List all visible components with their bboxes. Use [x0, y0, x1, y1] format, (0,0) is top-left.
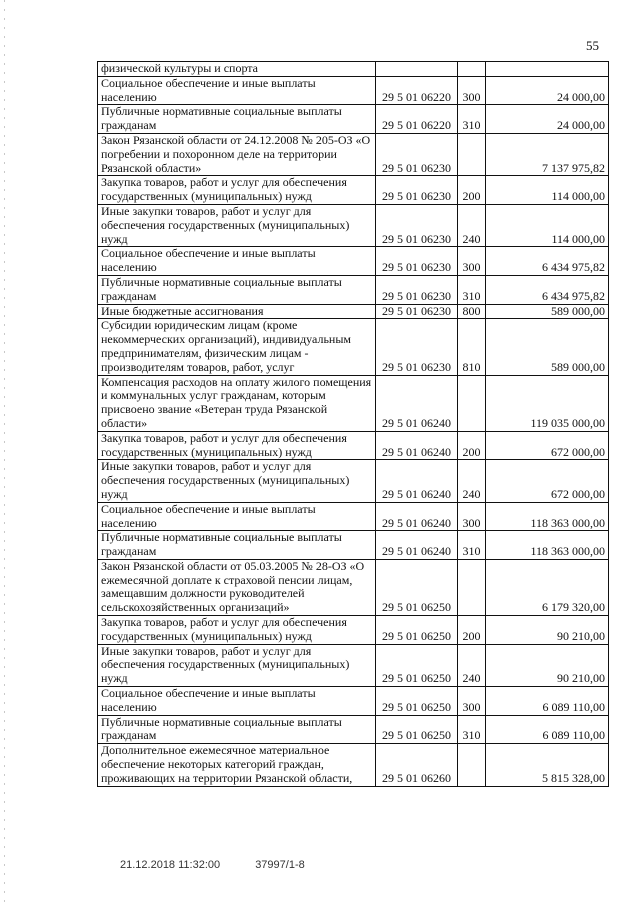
row-code-cell: 29 5 01 06250: [376, 687, 458, 716]
row-name-cell: Публичные нормативные социальные выплаты гражданам: [98, 105, 376, 134]
table-row: [98, 247, 609, 276]
row-code-cell: 29 5 01 06240: [376, 502, 458, 531]
row-sum-cell: 114 000,00: [486, 176, 609, 205]
table-row: [98, 76, 609, 105]
row-type-cell: 310: [458, 531, 486, 560]
row-type-cell: 310: [458, 105, 486, 134]
row-name-cell: Компенсация расходов на оплату жилого помещения и коммунальных услуг гражданам, которым присвоено звание «Ветеран труда Рязанской области»: [98, 375, 376, 431]
table-row: [98, 304, 609, 319]
row-code-cell: 29 5 01 06240: [376, 531, 458, 560]
row-sum-cell: 119 035 000,00: [486, 375, 609, 431]
row-sum-cell: 672 000,00: [486, 431, 609, 460]
table-row: [98, 460, 609, 502]
row-code-cell: 29 5 01 06230: [376, 319, 458, 375]
row-name-cell: Дополнительное ежемесячное материальное обеспечение некоторых категорий граждан, проживающих на территории Рязанской области,: [98, 744, 376, 786]
row-name-cell: Иные закупки товаров, работ и услуг для обеспечения государственных (муниципальных) нужд: [98, 460, 376, 502]
row-name-cell: Публичные нормативные социальные выплаты гражданам: [98, 715, 376, 744]
row-name-cell: Закон Рязанской области от 24.12.2008 № 205-ОЗ «О погребении и похоронном деле на территории Рязанской области»: [98, 133, 376, 175]
row-name-cell: Социальное обеспечение и иные выплаты населению: [98, 247, 376, 276]
row-code-cell: 29 5 01 06230: [376, 204, 458, 246]
table-row: [98, 502, 609, 531]
table-row: [98, 133, 609, 175]
row-name-cell: Социальное обеспечение и иные выплаты населению: [98, 687, 376, 716]
budget-table-body: [98, 62, 609, 787]
table-row: [98, 204, 609, 246]
table-row: [98, 616, 609, 645]
table-row: [98, 375, 609, 431]
row-code-cell: 29 5 01 06230: [376, 176, 458, 205]
row-type-cell: 810: [458, 319, 486, 375]
row-type-cell: 200: [458, 431, 486, 460]
row-name-cell: Иные бюджетные ассигнования: [98, 304, 376, 319]
row-sum-cell: 6 089 110,00: [486, 715, 609, 744]
table-row: [98, 715, 609, 744]
scan-edge-artifact: [4, 0, 5, 905]
row-type-cell: 310: [458, 715, 486, 744]
row-sum-cell: 5 815 328,00: [486, 744, 609, 786]
row-code-cell: 29 5 01 06250: [376, 559, 458, 615]
row-name-cell: Субсидии юридическим лицам (кроме некоммерческих организаций), индивидуальным предпринимателям, физическим лицам - производителям товаров, работ, услуг: [98, 319, 376, 375]
row-type-cell: [458, 62, 486, 77]
table-row: [98, 105, 609, 134]
row-code-cell: 29 5 01 06240: [376, 375, 458, 431]
row-code-cell: 29 5 01 06230: [376, 133, 458, 175]
table-row: [98, 531, 609, 560]
table-row: [98, 744, 609, 786]
row-type-cell: 240: [458, 204, 486, 246]
row-code-cell: 29 5 01 06250: [376, 715, 458, 744]
row-type-cell: [458, 133, 486, 175]
row-sum-cell: 6 434 975,82: [486, 275, 609, 304]
row-sum-cell: 589 000,00: [486, 304, 609, 319]
table-row: [98, 431, 609, 460]
row-type-cell: 200: [458, 616, 486, 645]
table-row: [98, 319, 609, 375]
row-sum-cell: 114 000,00: [486, 204, 609, 246]
table-row: [98, 275, 609, 304]
row-sum-cell: 7 137 975,82: [486, 133, 609, 175]
row-sum-cell: 6 434 975,82: [486, 247, 609, 276]
row-name-cell: Публичные нормативные социальные выплаты гражданам: [98, 275, 376, 304]
budget-table: [97, 61, 609, 787]
table-row: [98, 644, 609, 686]
row-sum-cell: 90 210,00: [486, 644, 609, 686]
table-row: [98, 687, 609, 716]
row-type-cell: 800: [458, 304, 486, 319]
row-name-cell: Закупка товаров, работ и услуг для обеспечения государственных (муниципальных) нужд: [98, 176, 376, 205]
row-name-cell: Иные закупки товаров, работ и услуг для обеспечения государственных (муниципальных) нужд: [98, 204, 376, 246]
row-name-cell: Закупка товаров, работ и услуг для обеспечения государственных (муниципальных) нужд: [98, 431, 376, 460]
row-sum-cell: 90 210,00: [486, 616, 609, 645]
row-code-cell: 29 5 01 06220: [376, 105, 458, 134]
row-sum-cell: 589 000,00: [486, 319, 609, 375]
row-name-cell: Социальное обеспечение и иные выплаты населению: [98, 76, 376, 105]
row-type-cell: 300: [458, 76, 486, 105]
row-name-cell: Публичные нормативные социальные выплаты гражданам: [98, 531, 376, 560]
row-code-cell: [376, 62, 458, 77]
row-code-cell: 29 5 01 06240: [376, 460, 458, 502]
row-code-cell: 29 5 01 06250: [376, 616, 458, 645]
row-type-cell: 300: [458, 687, 486, 716]
row-type-cell: 240: [458, 460, 486, 502]
table-row: [98, 176, 609, 205]
row-sum-cell: 118 363 000,00: [486, 502, 609, 531]
row-name-cell: Закупка товаров, работ и услуг для обеспечения государственных (муниципальных) нужд: [98, 616, 376, 645]
row-name-cell: Иные закупки товаров, работ и услуг для обеспечения государственных (муниципальных) нужд: [98, 644, 376, 686]
row-type-cell: 240: [458, 644, 486, 686]
row-code-cell: 29 5 01 06240: [376, 431, 458, 460]
row-type-cell: [458, 375, 486, 431]
row-type-cell: 300: [458, 247, 486, 276]
row-sum-cell: 24 000,00: [486, 76, 609, 105]
row-code-cell: 29 5 01 06230: [376, 247, 458, 276]
row-sum-cell: 672 000,00: [486, 460, 609, 502]
page-number: 55: [586, 38, 599, 53]
row-name-cell: физической культуры и спорта: [98, 62, 376, 77]
footer: [120, 859, 305, 871]
row-type-cell: [458, 744, 486, 786]
row-sum-cell: 6 089 110,00: [486, 687, 609, 716]
row-type-cell: [458, 559, 486, 615]
row-code-cell: 29 5 01 06230: [376, 304, 458, 319]
row-sum-cell: [486, 62, 609, 77]
row-type-cell: 200: [458, 176, 486, 205]
row-sum-cell: 24 000,00: [486, 105, 609, 134]
table-row: [98, 62, 609, 77]
row-code-cell: 29 5 01 06260: [376, 744, 458, 786]
row-sum-cell: 118 363 000,00: [486, 531, 609, 560]
row-code-cell: 29 5 01 06230: [376, 275, 458, 304]
footer-timestamp: 21.12.2018 11:32:00: [120, 859, 221, 871]
row-type-cell: 300: [458, 502, 486, 531]
footer-doc-id: 37997/1-8: [255, 859, 305, 871]
row-name-cell: Социальное обеспечение и иные выплаты населению: [98, 502, 376, 531]
row-type-cell: 310: [458, 275, 486, 304]
table-row: [98, 559, 609, 615]
row-name-cell: Закон Рязанской области от 05.03.2005 № 28-ОЗ «О ежемесячной доплате к страховой пенсии лицам, замещавшим должности руководителей сельскохозяйственных организаций»: [98, 559, 376, 615]
row-code-cell: 29 5 01 06220: [376, 76, 458, 105]
row-code-cell: 29 5 01 06250: [376, 644, 458, 686]
row-sum-cell: 6 179 320,00: [486, 559, 609, 615]
